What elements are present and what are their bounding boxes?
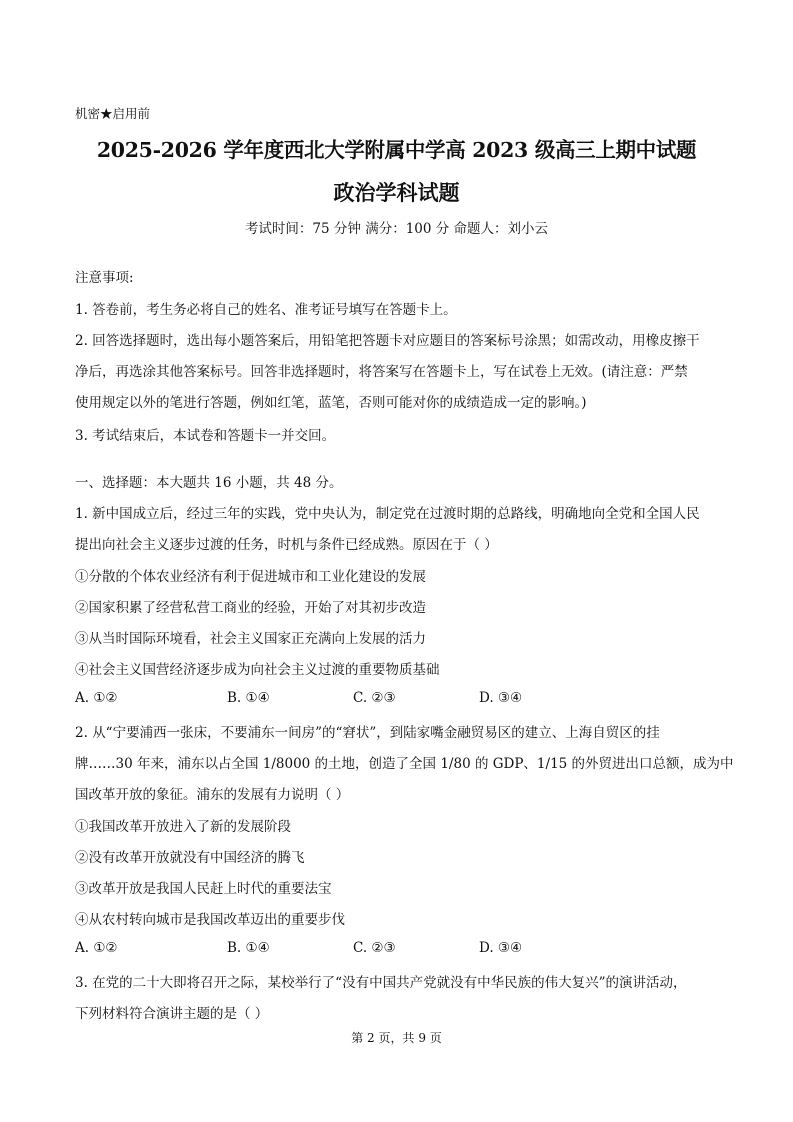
exam-meta: 考试时间：75 分钟 满分：100 分 命题人：刘小云	[244, 221, 549, 237]
note-line: 净后，再选涂其他答案标号。回答非选择题时，将答案写在答题卡上，写在试卷上无效。(请注意：严禁	[75, 364, 688, 380]
note-line: 1. 答卷前，考生务必将自己的姓名、准考证号填写在答题卡上。	[75, 302, 457, 318]
question-2-item: ③改革开放是我国人民赶上时代的重要法宝	[75, 881, 332, 897]
option-b[interactable]: B. ①④	[227, 690, 270, 706]
question-2-stem: 牌……30 年来，浦东以占全国 1/8000 的土地，创造了全国 1/80 的 GDP、1/15 的外贸进出口总额，成为中	[75, 756, 734, 772]
note-line: 3. 考试结束后，本试卷和答题卡一并交回。	[75, 428, 336, 444]
question-1-stem: 1. 新中国成立后，经过三年的实践，党中央认为，制定党在过渡时期的总路线，明确地向全党和全国人民	[75, 506, 700, 522]
question-1-item: ②国家积累了经营私营工商业的经验，开始了对其初步改造	[75, 600, 426, 616]
note-line: 2. 回答选择题时，选出每小题答案后，用铅笔把答题卡对应题目的答案标号涂黑；如需改动，用橡皮擦干	[75, 333, 700, 349]
question-1-item: ③从当时国际环境看，社会主义国家正充满向上发展的活力	[75, 631, 426, 647]
question-3-stem: 下列材料符合演讲主题的是（ ）	[75, 1006, 269, 1022]
section-heading: 一、选择题：本大题共 16 小题，共 48 分。	[75, 475, 343, 491]
note-line: 使用规定以外的笔进行答题，例如红笔，蓝笔，否则可能对你的成绩造成一定的影响。)	[75, 395, 587, 411]
option-c[interactable]: C. ②③	[353, 690, 396, 706]
question-2-item: ④从农村转向城市是我国改革迈出的重要步伐	[75, 912, 345, 928]
option-c[interactable]: C. ②③	[353, 940, 396, 956]
option-a[interactable]: A. ①②	[75, 690, 118, 706]
question-2-stem: 国改革开放的象征。浦东的发展有力说明（ ）	[75, 787, 350, 803]
option-d[interactable]: D. ③④	[479, 940, 523, 956]
notes-heading: 注意事项:	[75, 270, 134, 286]
option-a[interactable]: A. ①②	[75, 940, 118, 956]
question-1-item: ④社会主义国营经济逐步成为向社会主义过渡的重要物质基础	[75, 662, 440, 678]
question-2-item: ①我国改革开放进入了新的发展阶段	[75, 819, 291, 835]
confidential-label: 机密★启用前	[75, 106, 151, 121]
question-3-stem: 3. 在党的二十大即将召开之际，某校举行了“没有中国共产党就没有中华民族的伟大复兴”的演讲活动，	[75, 975, 687, 991]
question-2-stem: 2. 从“宁要浦西一张床，不要浦东一间房”的“窘状”，到陆家嘴金融贸易区的建立、上海自贸区的挂	[75, 725, 660, 741]
question-2-item: ②没有改革开放就没有中国经济的腾飞	[75, 850, 305, 866]
option-b[interactable]: B. ①④	[227, 940, 270, 956]
question-1-item: ①分散的个体农业经济有利于促进城市和工业化建设的发展	[75, 569, 426, 585]
option-d[interactable]: D. ③④	[479, 690, 523, 706]
page-footer: 第 2 页，共 9 页	[351, 1031, 442, 1045]
question-1-stem: 提出向社会主义逐步过渡的任务，时机与条件已经成熟。原因在于（ ）	[75, 537, 498, 553]
exam-title: 2025-2026 学年度西北大学附属中学高 2023 级高三上期中试题	[96, 138, 697, 162]
exam-subtitle: 政治学科试题	[333, 180, 460, 205]
